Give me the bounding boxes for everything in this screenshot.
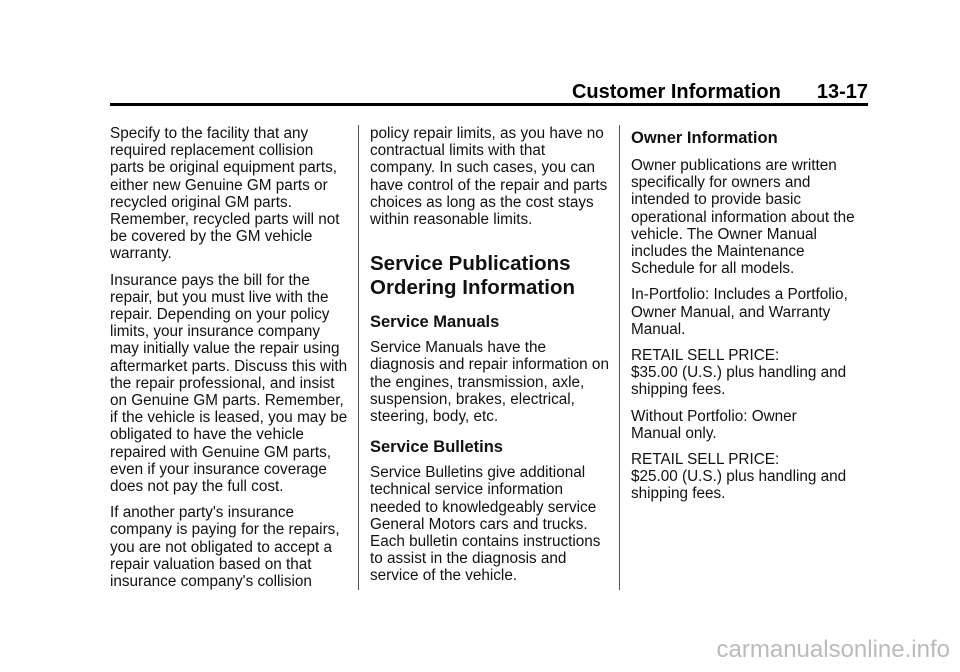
heading-service-manuals: Service Manuals (370, 313, 500, 332)
paragraph-in-portfolio: In-Portfolio: Includes a Portfolio, Owner Manual, and Warranty Manual. (631, 286, 848, 338)
heading-service-publications: Service Publications Ordering Information (370, 252, 575, 300)
paragraph-without-portfolio (631, 408, 871, 442)
heading-owner-information: Owner Information (631, 129, 778, 147)
without-portfolio-line1: Without Portfolio: Owner (631, 407, 797, 425)
paragraph-policy-limits: policy repair limits, as you have no contractual limits with that company. In such cases, you can have control of the repair and parts choices as long as the cost stays within reasonable limits. (370, 125, 608, 229)
page-number: 13-17 (816, 81, 868, 103)
header-rule (110, 103, 868, 106)
price-label: RETAIL SELL PRICE: (631, 347, 780, 365)
column-2 (370, 125, 610, 594)
paragraph-service-manuals: Service Manuals have the diagnosis and repair information on the engines, transmission, axle, suspension, brakes, electrical, steering, body, etc. (370, 339, 609, 426)
column-3 (631, 128, 871, 512)
column-divider-2 (619, 125, 620, 590)
paragraph-another-party: If another party's insurance company is paying for the repairs, you are not obligated to accept a repair valuation based on that insurance company's collision (110, 504, 340, 591)
watermark: carmanualsonline.info (716, 636, 950, 663)
price-value: $25.00 (U.S.) plus handling and shipping fees. (631, 468, 847, 503)
paragraph-price-no-portfolio (631, 451, 871, 503)
column-1 (110, 125, 350, 599)
heading-service-bulletins: Service Bulletins (370, 438, 503, 457)
paragraph-service-bulletins: Service Bulletins give additional technical service information needed to knowledgeably service General Motors cars and trucks. Each bulletin contains instructions to assist in the diagnosis and service of the vehicle. (370, 464, 601, 585)
section-title: Customer Information (571, 81, 781, 103)
price-value: $35.00 (U.S.) plus handling and shipping fees. (631, 364, 847, 399)
paragraph-collision-parts: Specify to the facility that any required replacement collision parts be original equipment parts, either new Genuine GM parts or recycled original GM parts. Remember, recycled parts will not be covered by the GM vehicle warranty. (110, 125, 340, 263)
paragraph-price-portfolio (631, 347, 871, 399)
column-divider-1 (358, 125, 359, 590)
page-header (110, 80, 868, 104)
paragraph-insurance-pays: Insurance pays the bill for the repair, but you must live with the repair. Depending on your policy limits, your insurance company may initially value the repair using aftermarket parts. Discuss this with the repair professional, and insist on Genuine GM parts. Remember, if the vehicle is leased, you may be obligated to have the vehicle repaired with Genuine GM parts, even if your insurance coverage does not pay the full cost. (110, 271, 348, 496)
paragraph-owner-publications: Owner publications are written specifically for owners and intended to provide basic operational information about the vehicle. The Owner Manual includes the Maintenance Schedule for all models. (631, 157, 855, 278)
price-label: RETAIL SELL PRICE: (631, 451, 780, 469)
without-portfolio-line2: Manual only. (631, 424, 717, 442)
